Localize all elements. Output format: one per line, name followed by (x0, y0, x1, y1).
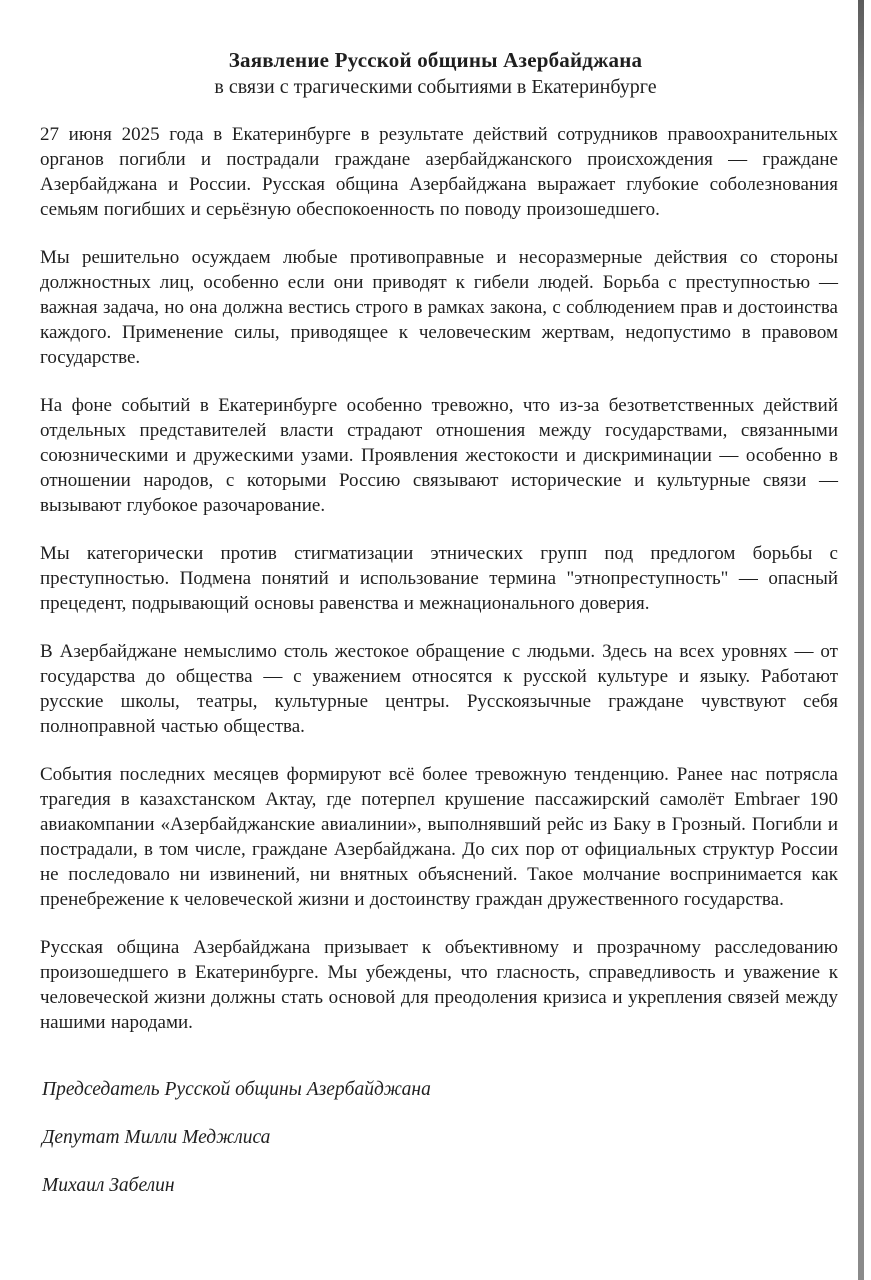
paragraph-3: На фоне событий в Екатеринбурге особенно тревожно, что из-за безответственных действий отдельных представителей власти страдают отношения между государствами, связанными союзническими и дружескими узами. Проявления жестокости и дискриминации — особенно в отношении народов, с которыми Россию связывают исторические и культурные связи — вызывают глубокое разочарование. (40, 395, 838, 516)
paragraph-4: Мы категорически против стигматизации этнических групп под предлогом борьбы с преступностью. Подмена понятий и использование термина "этнопреступность" — опасный прецедент, подрывающий основы равенства и межнационального доверия. (40, 543, 838, 614)
signature-position: Депутат Милли Меджлиса (42, 1127, 271, 1148)
paragraph-6: События последних месяцев формируют всё более тревожную тенденцию. Ранее нас потрясла трагедия в казахстанском Актау, где потерпел крушение пассажирский самолёт Embraer 190 авиакомпании «Азербайджанские авиалинии», выполнявший рейс из Баку в Грозный. Погибли и пострадали, в том числе, граждане Азербайджана. До сих пор от официальных структур России не последовало ни извинений, ни внятных объяснений. Такое молчание воспринимается как пренебрежение к человеческой жизни и достоинству граждан дружественного государства. (40, 764, 838, 910)
document-subtitle: в связи с трагическими событиями в Екатеринбурге (214, 76, 657, 98)
paragraph-5: В Азербайджане немыслимо столь жестокое обращение с людьми. Здесь на всех уровнях — от государства до общества — с уважением относятся к русской культуре и языку. Работают русские школы, театры, культурные центры. Русскоязычные граждане чувствуют себя полноправной частью общества. (40, 641, 838, 737)
signature-block (42, 1077, 838, 1198)
paragraph-7: Русская община Азербайджана призывает к объективному и прозрачному расследованию произошедшего в Екатеринбурге. Мы убеждены, что гласность, справедливость и уважение к человеческой жизни должны стать основой для преодоления кризиса и укрепления связей между нашими народами. (40, 937, 838, 1033)
paragraph-1: 27 июня 2025 года в Екатеринбурге в результате действий сотрудников правоохранительных органов погибли и пострадали граждане азербайджанского происхождения — граждане Азербайджана и России. Русская община Азербайджана выражает глубокие соболезнования семьям погибших и серьёзную обеспокоенность по поводу произошедшего. (40, 124, 838, 220)
title-block (0, 0, 871, 101)
signature-role: Председатель Русской общины Азербайджана (42, 1079, 431, 1100)
scan-edge-line (858, 0, 864, 1280)
document-title: Заявление Русской общины Азербайджана (228, 48, 643, 72)
paragraph-2: Мы решительно осуждаем любые противоправные и несоразмерные действия со стороны должностных лиц, особенно если они приводят к гибели людей. Борьба с преступностью — важная задача, но она должна вестись строго в рамках закона, с соблюдением прав и достоинства каждого. Применение силы, приводящее к человеческим жертвам, недопустимо в правовом государстве. (40, 247, 838, 368)
signature-name: Михаил Забелин (42, 1175, 175, 1196)
document-body (40, 122, 838, 1035)
